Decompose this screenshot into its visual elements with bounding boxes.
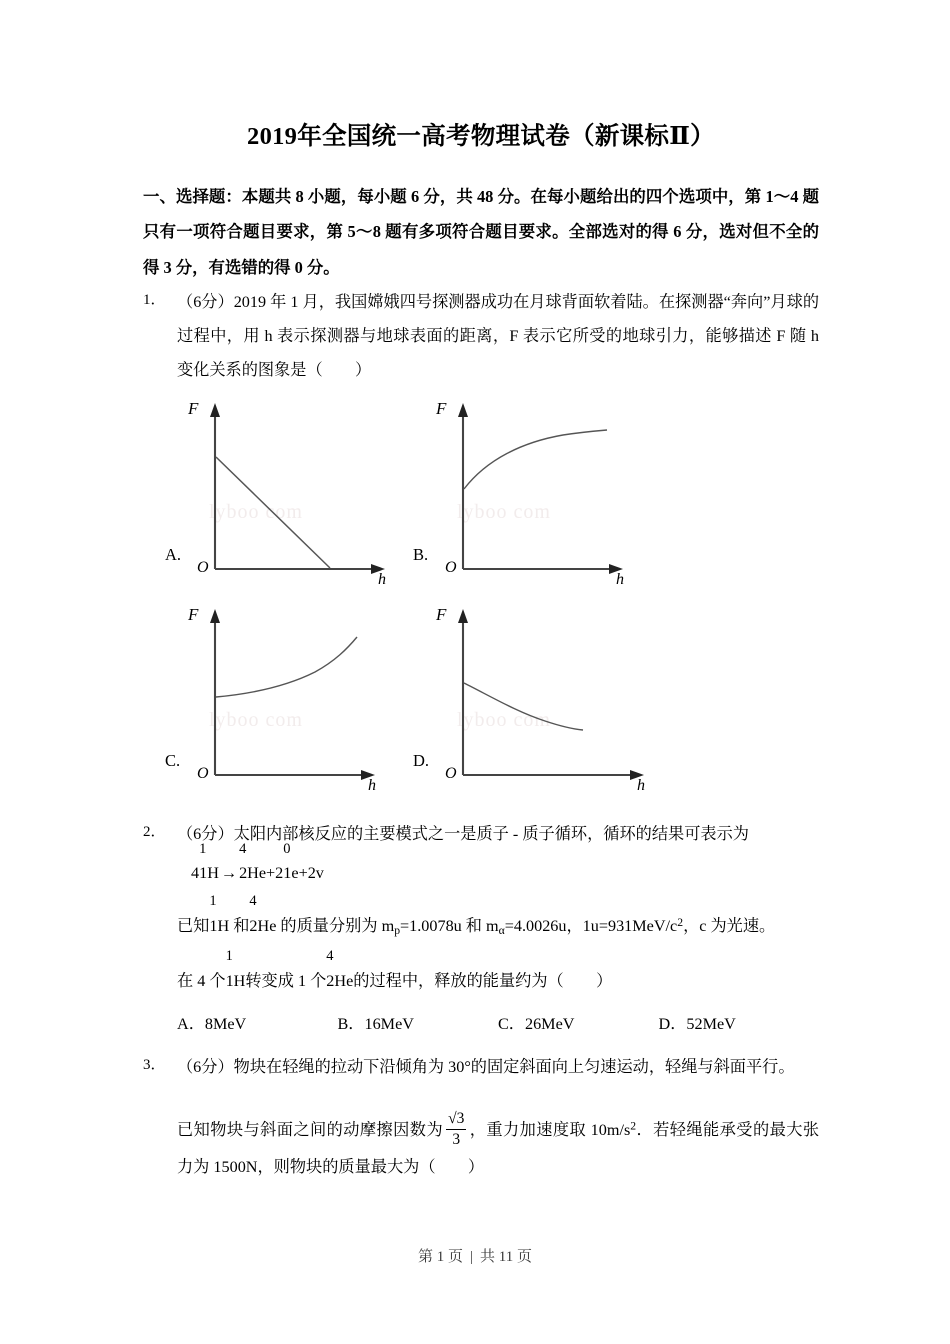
- question-2-options: [177, 1008, 819, 1040]
- line2-suffix-c: =4.0026u，1u=931MeV/c: [504, 917, 678, 936]
- nuclide-hydrogen-mass: 1: [199, 841, 207, 857]
- graph-a-y-axis-label: F: [188, 398, 199, 418]
- page-footer: [0, 1245, 950, 1266]
- graph-b-y-axis-label: F: [436, 398, 447, 418]
- friction-coefficient-fraction: [446, 1110, 466, 1148]
- graph-b-svg: [435, 393, 650, 578]
- question-1-score: （6分）: [177, 292, 234, 311]
- question-2: [143, 817, 819, 1040]
- question-2-line-2: [177, 893, 819, 943]
- question-3-number: [143, 1050, 177, 1082]
- q3-line2-prefix: 已知物块与斜面之间的动摩擦因数为: [177, 1121, 444, 1140]
- nuclide-helium-symbol: 2He: [239, 864, 267, 882]
- nuclide-hydrogen: [199, 841, 219, 889]
- question-2-body: [177, 817, 819, 1040]
- fraction-denominator: 3: [452, 1130, 461, 1148]
- footer-separator: |: [470, 1249, 474, 1265]
- graph-d-x-axis-label: h: [637, 776, 645, 794]
- meters-per-second-squared-superscript: 2: [630, 1119, 637, 1133]
- footer-current-page: 第 1 页: [418, 1249, 464, 1265]
- equation-plus-two: +2v: [298, 864, 324, 882]
- equation-plus-one: +2: [266, 864, 284, 882]
- question-1-graphs: [161, 393, 819, 799]
- nuclide-helium-symbol: 2He: [249, 917, 277, 936]
- question-1-body: [177, 285, 819, 387]
- footer-total-pages: 共 11 页: [480, 1249, 532, 1265]
- question-2-number-text: 2．: [143, 823, 166, 840]
- graph-b-origin-label: O: [445, 558, 457, 576]
- question-2-option-c[interactable]: C．26MeV: [498, 1014, 575, 1033]
- nuclide-hydrogen-mass: 1: [225, 947, 233, 964]
- nuclide-positron: [283, 841, 299, 889]
- question-2-option-a[interactable]: A．8MeV: [177, 1014, 247, 1033]
- graph-d-origin-label: O: [445, 764, 457, 782]
- graph-a-x-axis-label: h: [378, 570, 386, 588]
- nuclide-helium-symbol: 2He: [326, 971, 354, 990]
- line2-suffix-b: =1.0078u 和 m: [400, 917, 499, 936]
- graph-option-b: [409, 393, 654, 593]
- question-2-line-3: [177, 947, 819, 998]
- question-3-line-2: [177, 1110, 819, 1185]
- question-1-number-text: 1．: [143, 291, 166, 308]
- line2-prefix: 已知: [177, 917, 210, 936]
- question-1: [143, 285, 819, 799]
- question-3-number-text: 3．: [143, 1057, 166, 1074]
- line2-suffix-a: 的质量分别为 m: [280, 917, 395, 936]
- line3-suffix: 的过程中，释放的能量约为（ ）: [353, 971, 613, 990]
- page-title: 2019年全国统一高考物理试卷（新课标Ⅱ）: [247, 123, 715, 150]
- graph-option-b-label: B.: [413, 545, 429, 565]
- graph-c-y-axis-label: F: [188, 604, 199, 624]
- fraction-numerator: √3: [446, 1110, 466, 1129]
- graph-option-d: [409, 599, 654, 799]
- question-2-line-1: [177, 817, 819, 851]
- nuclide-hydrogen-symbol: 1H: [209, 917, 230, 936]
- nuclide-positron-mass: 0: [283, 841, 291, 857]
- q3-line2-suffix: ．若轻绳能承受的最大张力为 1500N，则物块的质量最大为（ ）: [177, 1121, 820, 1176]
- question-3-text: 物块在轻绳的拉动下沿倾角为 30°的固定斜面向上匀速运动，轻绳与斜面平行。: [233, 1058, 795, 1077]
- nuclide-helium: [239, 841, 267, 889]
- question-2-score: （6分）: [177, 824, 234, 843]
- nuclide-helium-mass: 4: [249, 893, 257, 910]
- question-2-text: 太阳内部核反应的主要模式之一是质子 - 质子循环，循环的结果可表示为: [233, 824, 749, 843]
- watermark: lyboo com: [209, 708, 303, 731]
- nuclide-helium-mass: 4: [326, 947, 334, 964]
- nuclide-helium-mass: 4: [239, 841, 247, 857]
- graph-b-x-axis-label: h: [616, 570, 624, 588]
- nuclide-hydrogen-mass: 1: [209, 893, 217, 910]
- watermark: lyboo com: [457, 708, 551, 731]
- graph-option-a-label: A.: [165, 545, 182, 565]
- mass-alpha-subscript: α: [498, 924, 505, 938]
- question-3-line-1: [177, 1050, 819, 1084]
- line2-mid: 和: [233, 917, 250, 936]
- graph-option-c-label: C.: [165, 751, 181, 771]
- graph-d-svg: [435, 599, 667, 784]
- equation-coefficient-h: 4: [191, 864, 200, 882]
- question-2-option-d[interactable]: D．52MeV: [658, 1014, 736, 1033]
- graph-c-origin-label: O: [197, 764, 209, 782]
- nuclide-hydrogen-symbol: 1H: [225, 971, 246, 990]
- graph-a-origin-label: O: [197, 558, 209, 576]
- mass-proton-subscript: p: [394, 924, 401, 938]
- line3-prefix: 在 4 个: [177, 971, 226, 990]
- line3-mid: 转变成 1 个: [245, 971, 327, 990]
- graph-row-cd: [161, 599, 819, 799]
- graph-option-a: [161, 393, 406, 593]
- nuclide-hydrogen: [225, 947, 246, 998]
- graph-option-d-label: D.: [413, 751, 430, 771]
- q3-line2-mid: ，重力加速度取 10m/s: [469, 1121, 631, 1140]
- question-3-score: （6分）: [177, 1058, 234, 1077]
- watermark: lyboo com: [457, 500, 551, 523]
- graph-option-c: [161, 599, 406, 799]
- nuclide-positron-symbol: 1e: [283, 864, 299, 882]
- section-instruction: 一、选择题：本题共 8 小题，每小题 6 分，共 48 分。在每小题给出的四个选项中，第 1～4 题只有一项符合题目要求，第 5～8 题有多项符合题目要求。全部选对的得 6 分，选对但不全的得 3 分，有选错的得 0 分。: [143, 186, 819, 277]
- nuclide-hydrogen-symbol: 1H: [199, 864, 219, 882]
- graph-row-ab: [161, 393, 819, 593]
- question-1-number: [143, 285, 177, 317]
- graph-c-x-axis-label: h: [368, 776, 376, 794]
- question-3-body: [177, 1050, 819, 1185]
- question-2-number: [143, 817, 177, 849]
- graph-c-svg: [187, 599, 402, 784]
- graph-d-y-axis-label: F: [436, 604, 447, 624]
- page-content: [143, 0, 819, 1185]
- watermark: lyboo com: [209, 500, 303, 523]
- question-3: [143, 1050, 819, 1185]
- graph-a-svg: [187, 393, 402, 578]
- line2-suffix-d: ，c 为光速。: [683, 917, 776, 936]
- question-1-text: 2019 年 1 月，我国嫦娥四号探测器成功在月球背面软着陆。在探测器“奔向”月球的过程中，用 h 表示探测器与地球表面的距离，F 表示它所受的地球引力，能够描述 F 随 h 变化关系的图象是（ ）: [177, 292, 820, 379]
- nuclide-hydrogen: [209, 893, 230, 943]
- question-2-nuclear-equation: [177, 841, 819, 889]
- c-squared-superscript: 2: [677, 916, 684, 930]
- nuclide-helium: [249, 893, 277, 943]
- question-2-option-b[interactable]: B．16MeV: [337, 1014, 414, 1033]
- equation-arrow-icon: →: [220, 864, 238, 882]
- nuclide-helium: [326, 947, 354, 998]
